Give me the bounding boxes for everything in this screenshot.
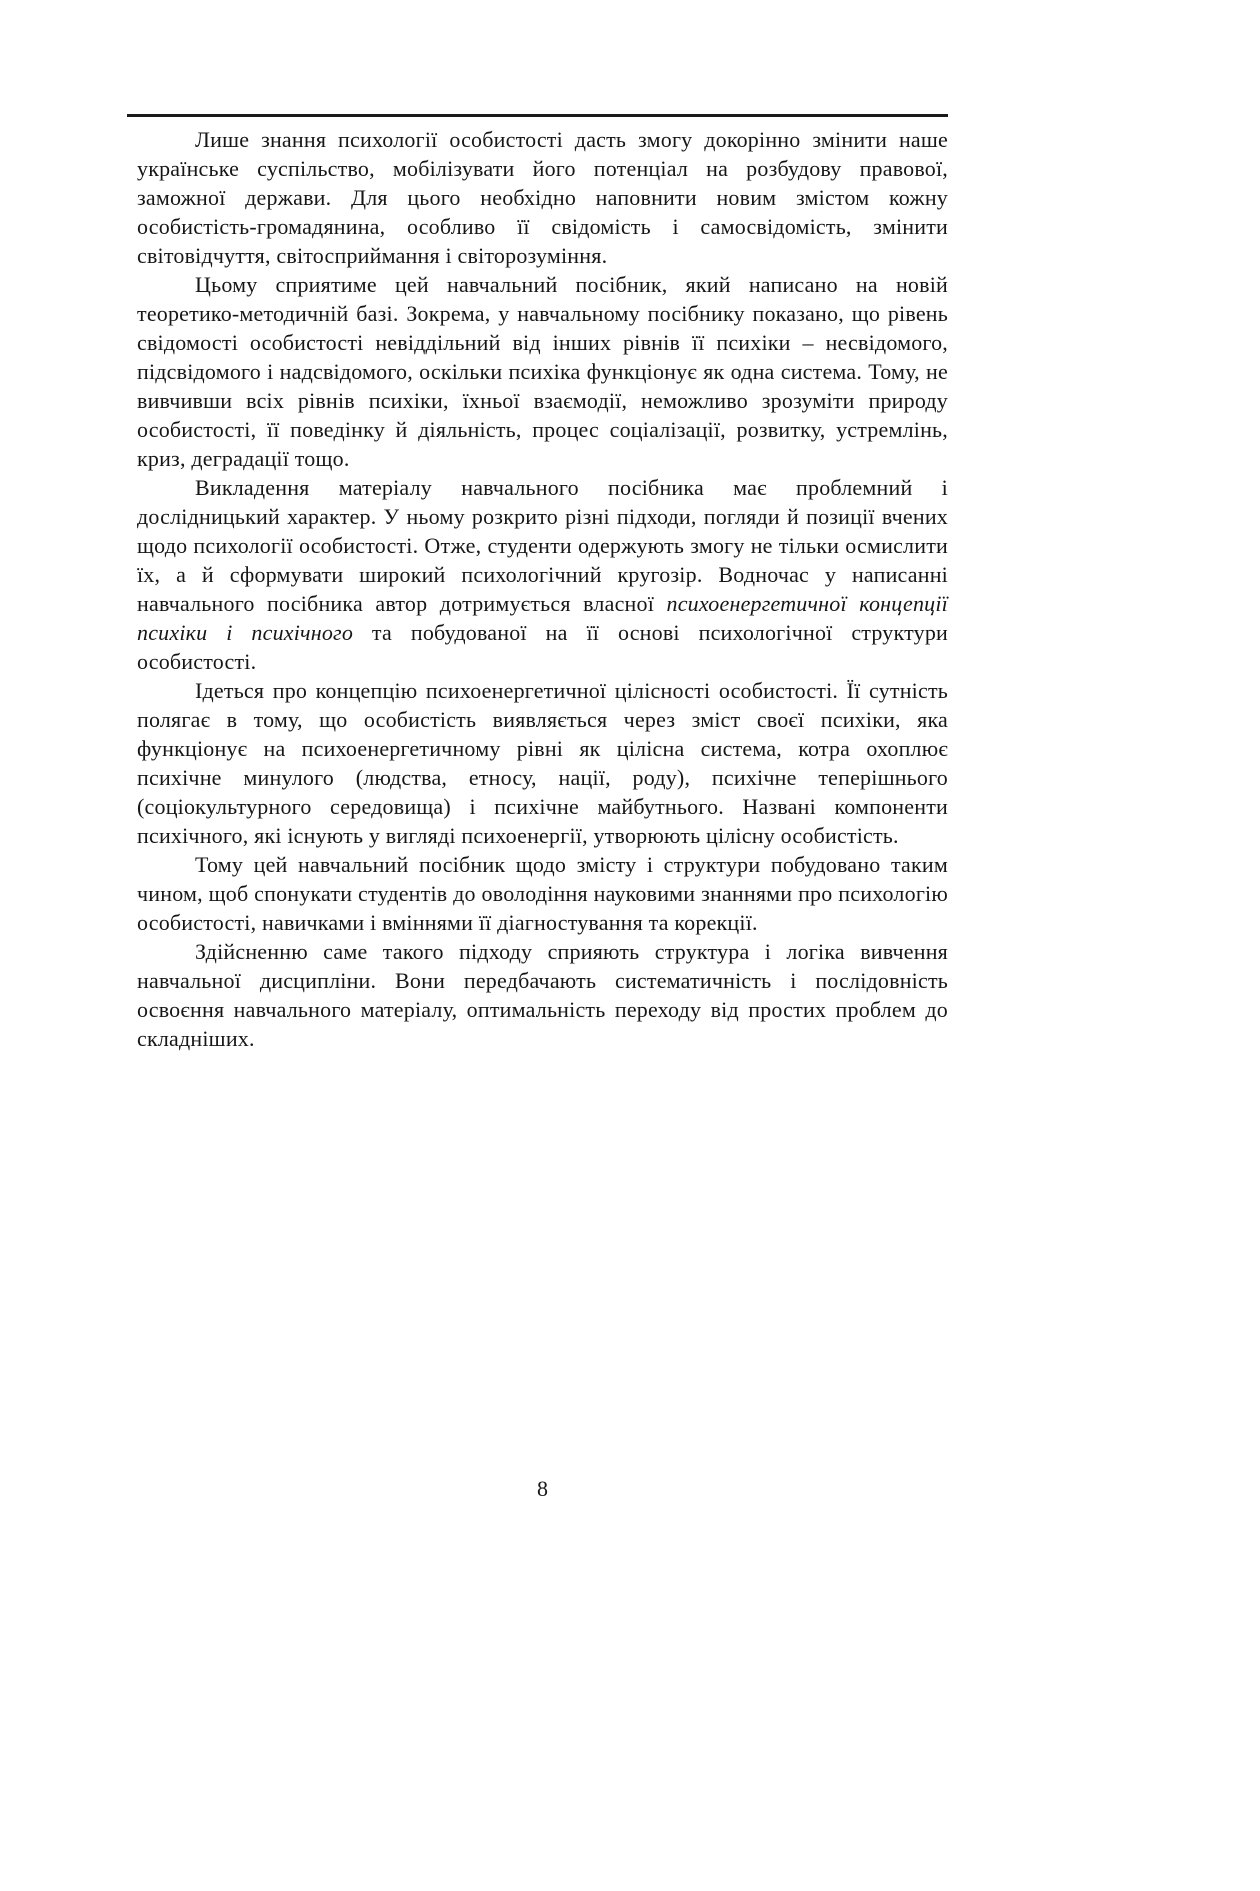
paragraph-run: та побудованої на її основі психологічної структури особистості. <box>137 620 948 674</box>
paragraph <box>137 270 948 473</box>
page-number: 8 <box>537 1476 548 1501</box>
paragraph-run: Здійсненню саме такого підходу сприяють структура і логіка вивчення навчальної дисципліни. Вони передбачають систематичність і послідовність освоєння навчального матеріалу, оптимальність переходу від простих проблем до складніших. <box>137 939 948 1051</box>
paragraph <box>137 676 948 850</box>
paragraph-run: Тому цей навчальний посібник щодо змісту і структури побудовано таким чином, щоб спонукати студентів до оволодіння науковими знаннями про психологію особистості, навичками і вміннями її діагностування та корекції. <box>137 852 948 935</box>
top-rule-divider <box>127 114 948 117</box>
paragraph-run: Ідеться про концепцію психоенергетичної цілісності особистості. Її сутність полягає в тому, що особистість виявляється через зміст своєї психіки, яка функціонує на психоенергетичному рівні як цілісна система, котра охоплює психічне минулого (людства, етносу, нації, роду), психічне теперішнього (соціокультурного середовища) і психічне майбутнього. Названі компоненти психічного, які існують у вигляді психоенергії, утворюють цілісну особистість. <box>137 678 948 848</box>
paragraph-run-italic: психоенергетичної концепції психіки і психічного <box>137 591 948 645</box>
paragraph <box>137 473 948 676</box>
text-block <box>137 125 948 1053</box>
paragraph-run: Викладення матеріалу навчального посібника має проблемний і дослідницький характер. У ньому розкрито різні підходи, погляди й позиції вчених щодо психології особистості. Отже, студенти одержують змогу не тільки осмислити їх, а й сформувати широкий психологічний кругозір. Водночас у написанні навчального посібника автор дотримується власної <box>137 475 948 616</box>
paragraph <box>137 850 948 937</box>
paragraph <box>137 937 948 1053</box>
paragraph <box>137 125 948 270</box>
paragraph-run: Цьому сприятиме цей навчальний посібник, який написано на новій теоретико-методичній базі. Зокрема, у навчальному посібнику показано, що рівень свідомості особистості невіддільний від інших рівнів її психіки – несвідомого, підсвідомого і надсвідомого, оскільки психіка функціонує як одна система. Тому, не вивчивши всіх рівнів психіки, їхньої взаємодії, неможливо зрозуміти природу особистості, її поведінку й діяльність, процес соціалізації, розвитку, устремлінь, криз, деградації тощо. <box>137 272 948 471</box>
paragraph-run: Лише знання психології особистості дасть змогу докорінно змінити наше українське суспільство, мобілізувати його потенціал на розбудову правової, заможної держави. Для цього необхідно наповнити новим змістом кожну особистість-громадянина, особливо її свідомість і самосвідомість, змінити світовідчуття, світосприймання і світорозуміння. <box>137 127 948 268</box>
